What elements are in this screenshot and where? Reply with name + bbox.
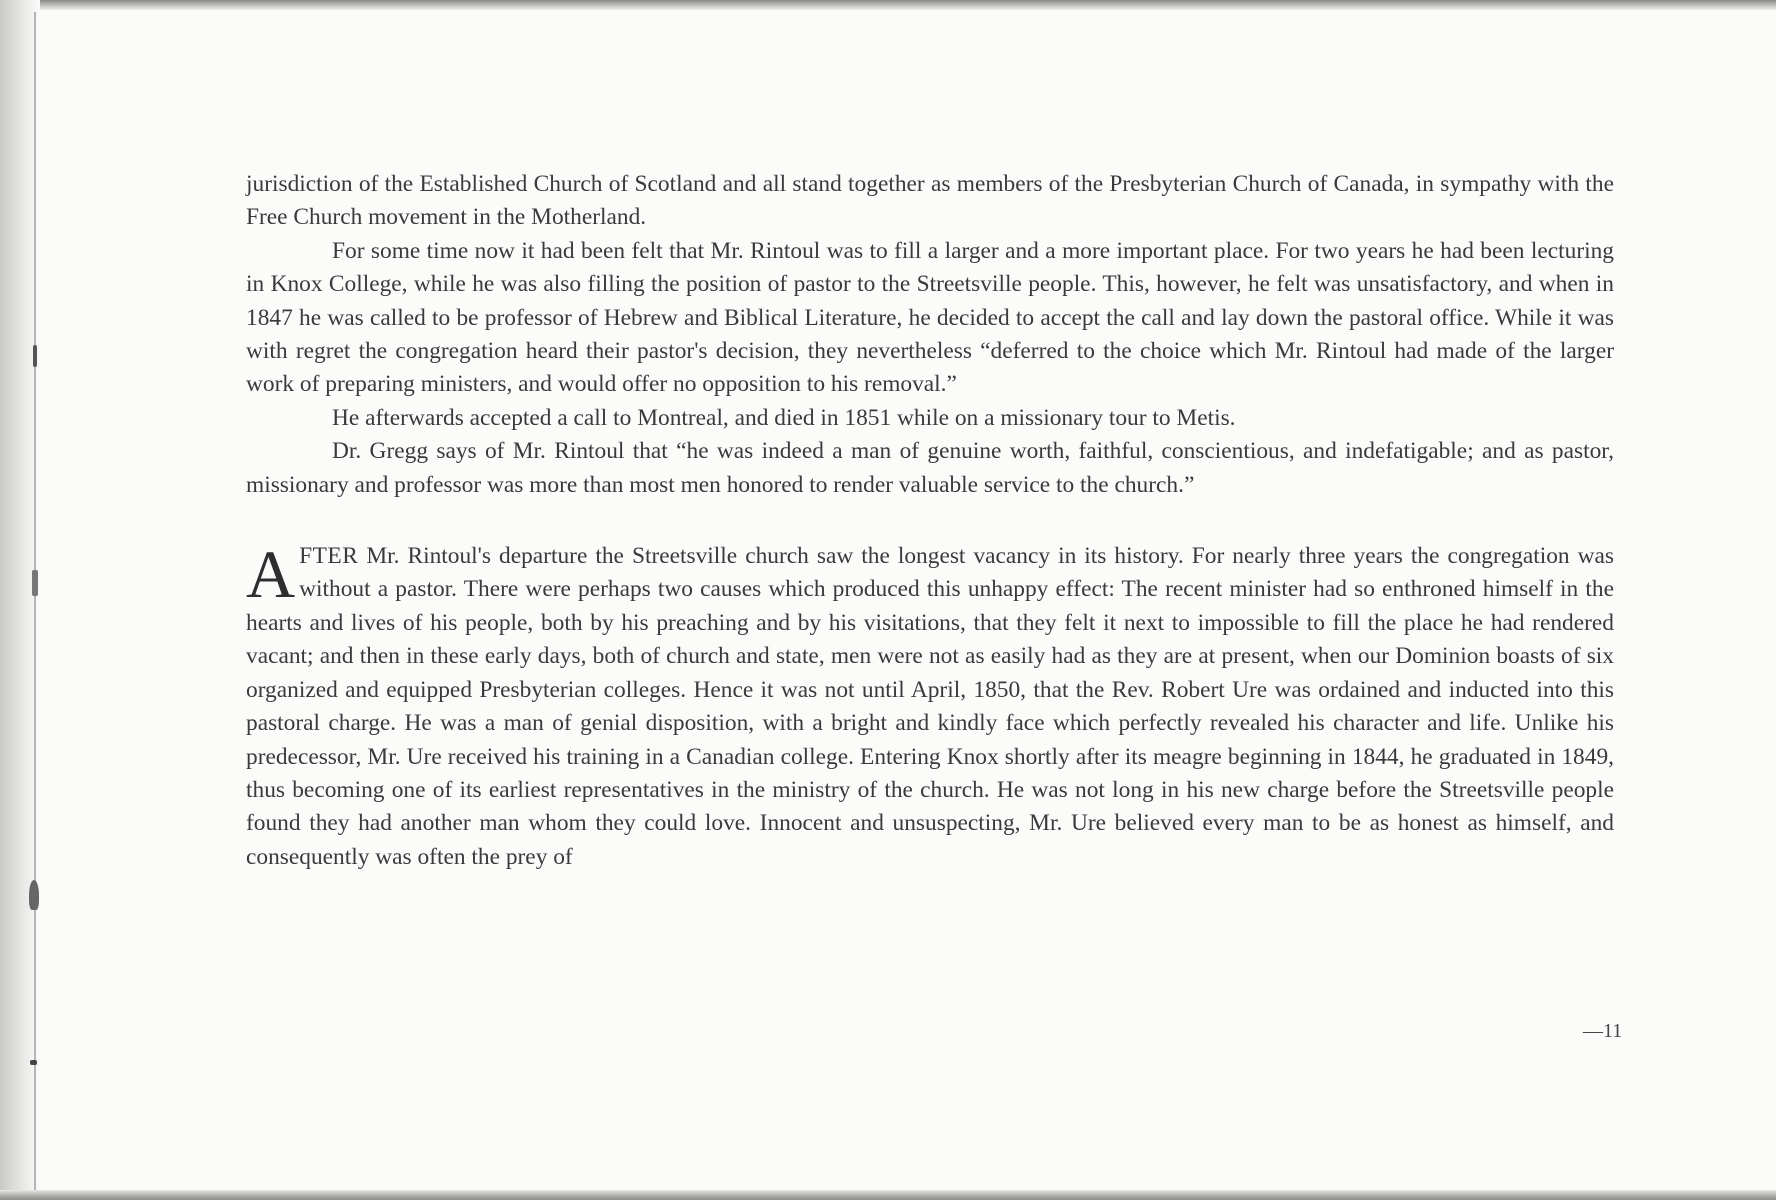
drop-cap-letter: A <box>246 536 296 613</box>
paragraph-montreal-call: He afterwards accepted a call to Montreal, and died in 1851 while on a missionary tour to Metis. <box>332 404 1236 431</box>
page-top-edge <box>0 0 1776 10</box>
section-gap <box>246 502 1614 540</box>
spine-mark <box>32 570 38 596</box>
paragraph-text: Mr. Rintoul's departure the Streetsville church saw the longest vacancy in its history. For nearly three years the congregation was without a pastor. There were perhaps two causes which produced this unhappy effect: The recent minister had so enthroned himself in the hearts and lives of his people, both by his preaching and by his visitations, that they felt it next to impossible to fill the place he had rendered vacant; and then in these early days, both of church and state, men were not as easily had as they are at present, when our Dominion boasts of six organized and equipped Presbyterian colleges. Hence it was not until April, 1850, that the Rev. Robert Ure was ordained and inducted into this pastoral charge. He was a man of genial disposition, with a bright and kindly face which perfectly revealed his character and life. Unlike his predecessor, Mr. Ure received his training in a Canadian college. Entering Knox shortly after its meagre beginning in 1844, he graduated in 1849, thus becoming one of its earliest representatives in the ministry of the church. He was not long in his new charge before the Streetsville people found they had another man whom they could love. Innocent and unsuspecting, Mr. Ure believed every man to be as honest as himself, and consequently was often the prey of <box>246 543 1614 870</box>
spine-mark <box>29 880 39 910</box>
page-bottom-edge <box>0 1190 1776 1200</box>
page-body <box>246 168 1614 874</box>
paragraph-gregg-quote: Dr. Gregg says of Mr. Rintoul that “he was indeed a man of genuine worth, faithful, conscientious, and indefatigable; and as pastor, missionary and professor was more than most men honored to render valuable service to the church.” <box>246 438 1614 498</box>
page-number: —11 <box>1583 1020 1623 1042</box>
lead-word: FTER <box>299 543 359 570</box>
paragraph-rintoul-professorship: For some time now it had been felt that Mr. Rintoul was to fill a larger and a more important place. For two years he had been lecturing in Knox College, while he was also filling the position of pastor to the Streetsville people. This, however, he felt was unsatisfactory, and when in 1847 he was called to be professor of Hebrew and Biblical Literature, he decided to accept the call and lay down the pastoral office. While it was with regret the congregation heard their pastor's decision, they nevertheless “deferred to the choice which Mr. Rintoul had made of the larger work of preparing ministers, and would offer no opposition to his removal.” <box>246 237 1614 398</box>
spine-mark <box>33 345 37 367</box>
paragraph-continuation: jurisdiction of the Established Church of Scotland and all stand together as members of the Presbyterian Church of Canada, in sympathy with the Free Church movement in the Motherland. <box>246 171 1614 231</box>
paragraph-ure-pastorate <box>246 536 1614 874</box>
binding-gutter-line <box>34 12 36 1190</box>
spine-mark <box>30 1060 37 1065</box>
